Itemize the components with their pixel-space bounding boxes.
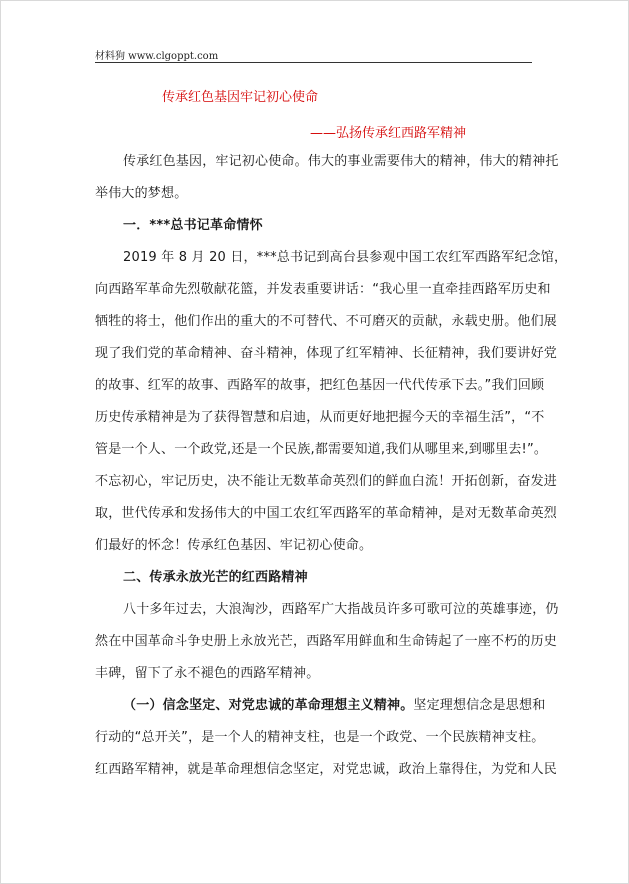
paragraph-line: 传承红色基因，牢记初心使命。伟大的事业需要伟大的精神，伟大的精神托 — [123, 154, 559, 169]
paragraph-line: 八十多年过去，大浪淘沙，西路军广大指战员许多可歌可泣的英雄事迹，仍 — [123, 602, 559, 617]
document-body — [95, 146, 568, 786]
document-title: 传承红色基因牢记初心使命 — [162, 90, 319, 105]
section-heading: 一．***总书记革命情怀 — [123, 218, 263, 233]
paragraph-line: 们最好的怀念！传承红色基因、牢记初心使命。 — [95, 538, 373, 553]
paragraph-line: 管是一个人、一个政党,还是一个民族,都需要知道,我们从哪里来,到哪里去!”。 — [95, 442, 548, 457]
paragraph-line: 丰碑，留下了永不褪色的西路军精神。 — [95, 666, 320, 681]
paragraph-line: 行动的“总开关”，是一个人的精神支柱，也是一个政党、一个民族精神支柱。 — [95, 730, 545, 745]
paragraph-line: 举伟大的梦想。 — [95, 186, 188, 201]
paragraph-line: 红西路军精神，就是革命理想信念坚定，对党忠诚，政治上靠得住，为党和人民 — [95, 762, 558, 777]
paragraph-line: 取，世代传承和发扬伟大的中国工农红军西路军的革命精神，是对无数革命英烈 — [95, 506, 558, 521]
paragraph-line: 2019 年 8 月 20 日，***总书记到高台县参观中国工农红军西路军纪念馆， — [123, 250, 568, 265]
paragraph-line: 牺牲的将士，他们作出的重大的不可替代、不可磨灭的贡献，永载史册。他们展 — [95, 314, 558, 329]
paragraph-line: 现了我们党的革命精神、奋斗精神，体现了红军精神、长征精神，我们要讲好党 — [95, 346, 558, 361]
paragraph-text: 坚定理想信念是思想和 — [413, 698, 546, 713]
paragraph-line: 不忘初心，牢记历史，决不能让无数革命英烈们的鲜血白流！开拓创新，奋发进 — [95, 474, 558, 489]
paragraph-line: 历史传承精神是为了获得智慧和启迪，从而更好地把握今天的幸福生活”，“不 — [95, 410, 545, 425]
document-subtitle: ——弘扬传承红西路军精神 — [310, 126, 467, 141]
paragraph-line: 然在中国革命斗争史册上永放光芒，西路军用鲜血和生命铸起了一座不朽的历史 — [95, 634, 558, 649]
paragraph-line — [95, 690, 546, 722]
paragraph-line: 的故事、红军的故事、西路军的故事，把红色基因一代代传承下去。”我们回顾 — [95, 378, 545, 393]
paragraph-line: 向西路军革命先烈敬献花篮，并发表重要讲话：“我心里一直牵挂西路军历史和 — [95, 282, 551, 297]
page-header: 材料狗 www.clgoppt.com — [95, 51, 219, 62]
section-heading: 二、传承永放光芒的红西路精神 — [123, 570, 308, 585]
header-divider — [95, 62, 532, 63]
subsection-heading: （一）信念坚定、对党忠诚的革命理想主义精神。 — [123, 698, 414, 713]
